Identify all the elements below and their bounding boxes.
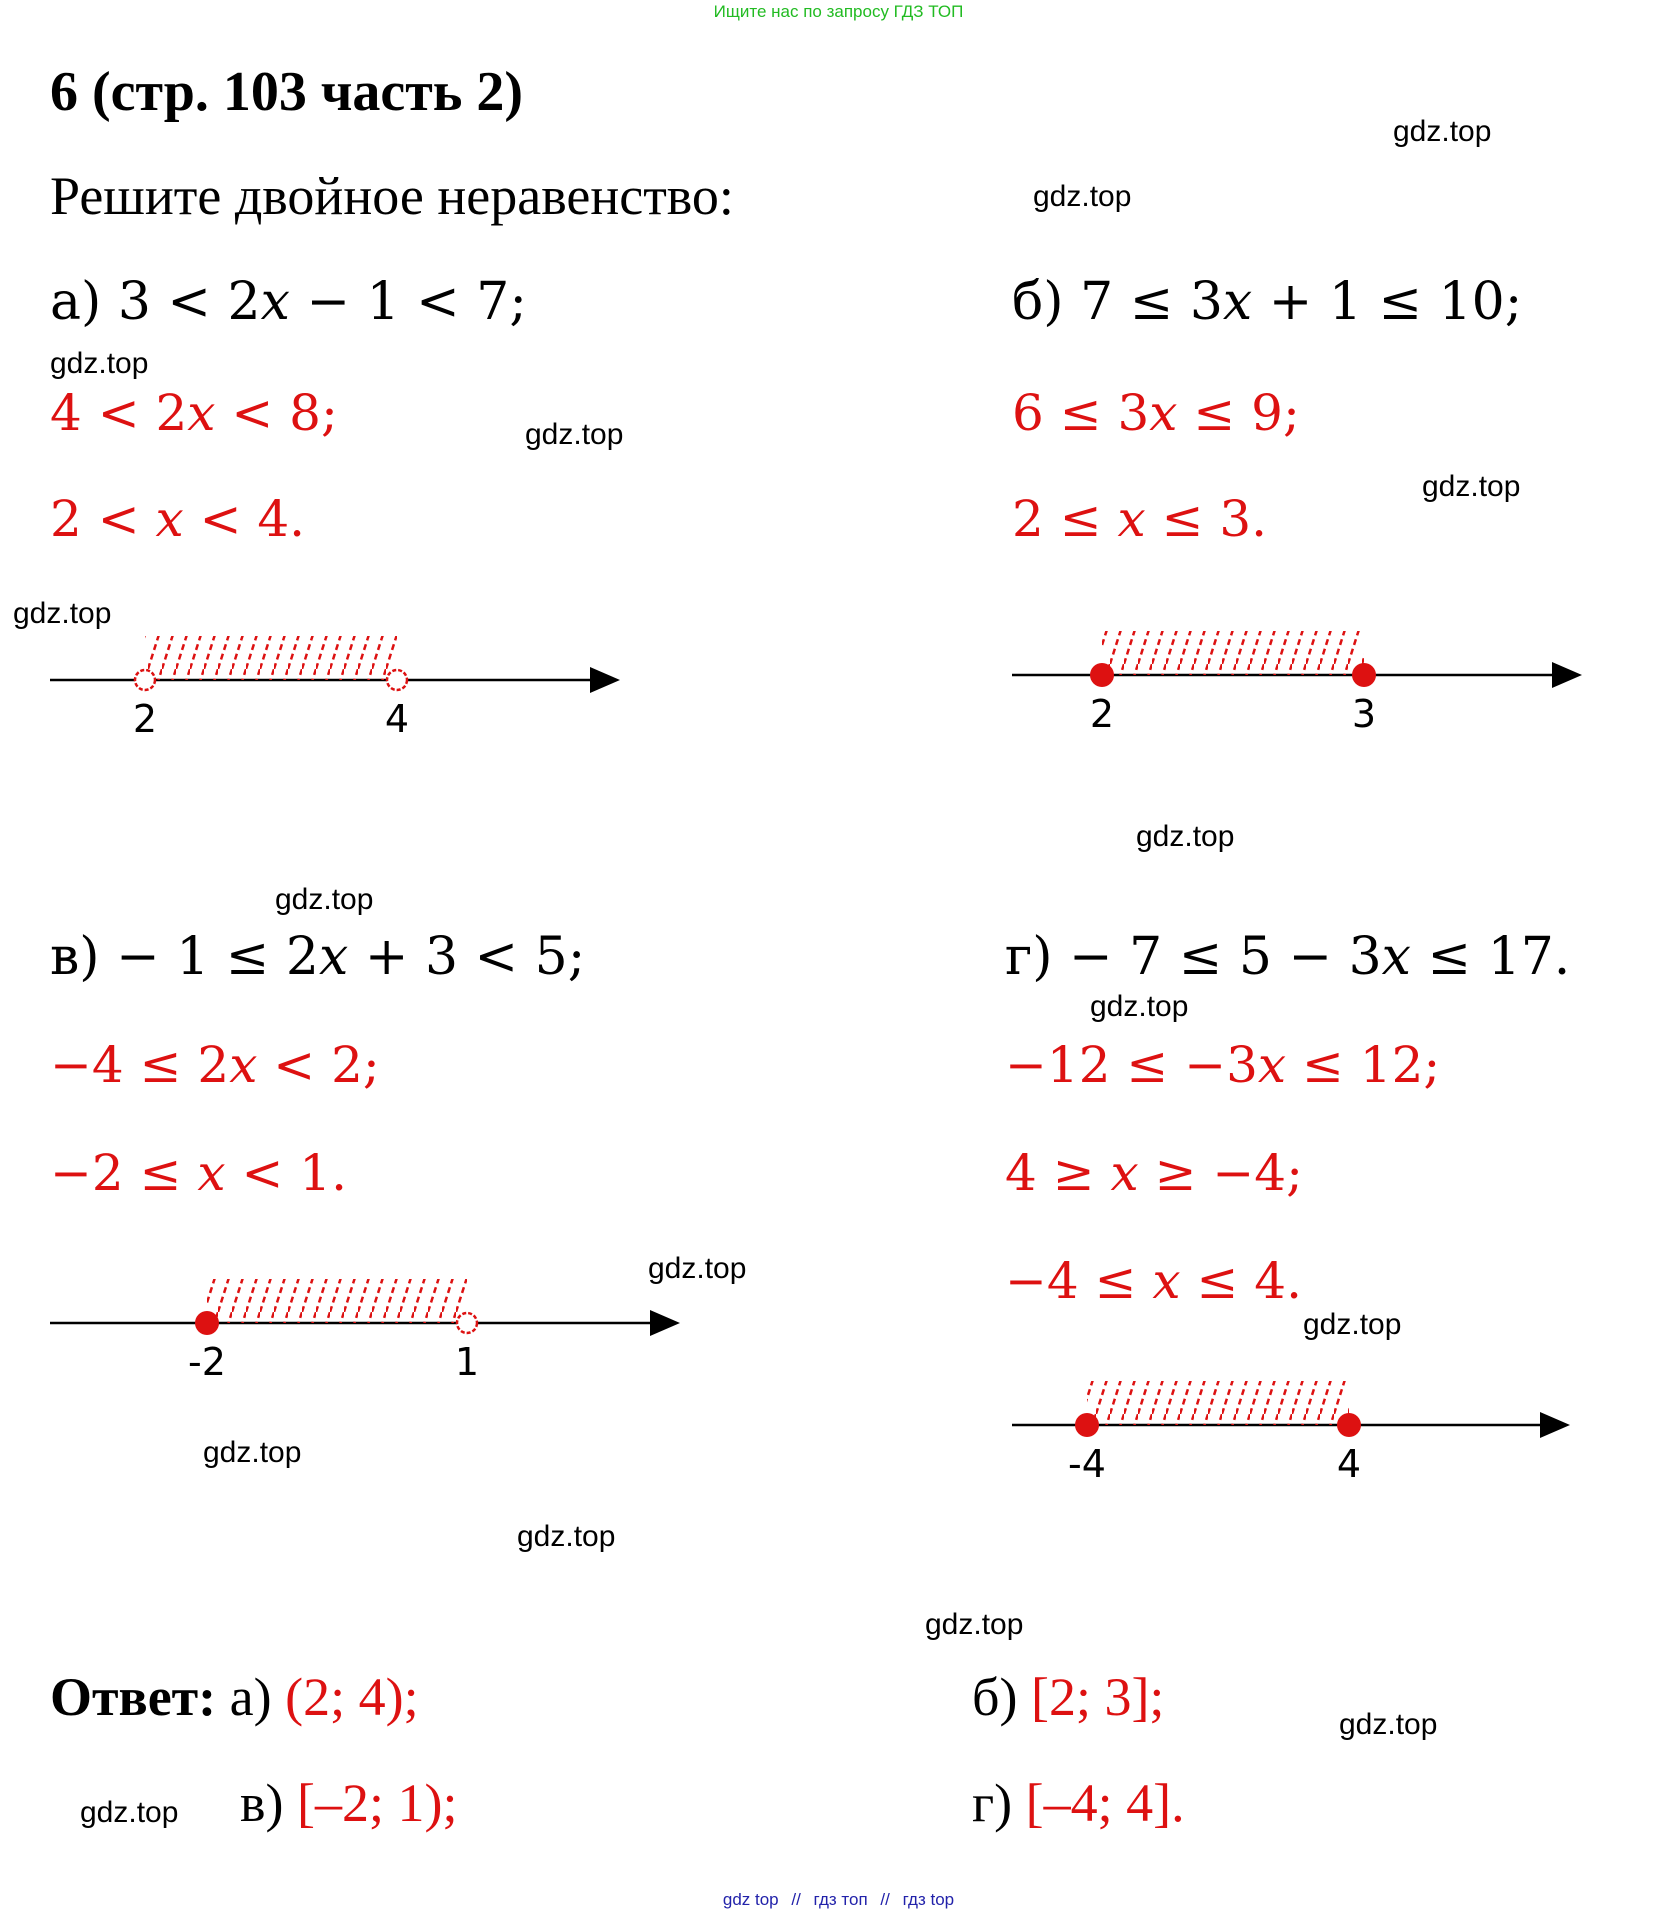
watermark: gdz.top [925, 1608, 1024, 1641]
watermark: gdz.top [275, 883, 374, 916]
exercise-title: 6 (стр. 103 часть 2) [50, 61, 524, 123]
answer-value-d: [–4; 4]. [1025, 1773, 1185, 1833]
axis-arrow-icon [650, 1310, 680, 1336]
problem-a-step-1: 4 < 2𝑥 < 8; [50, 384, 338, 442]
top-banner: Ищите нас по запросу ГДЗ ТОП [713, 2, 964, 21]
watermark: gdz.top [1393, 115, 1492, 148]
axis-arrow-icon [590, 667, 620, 693]
numberline-d [1012, 1370, 1592, 1490]
watermark: gdz.top [1090, 990, 1189, 1023]
problem-d-step-3: −4 ≤ 𝑥 ≤ 4. [1005, 1252, 1302, 1310]
problem-c-task: в) − 1 ≤ 2𝑥 + 3 < 5; [50, 927, 586, 987]
watermark: gdz.top [648, 1252, 747, 1285]
problem-c-step-2: −2 ≤ 𝑥 < 1. [50, 1144, 347, 1202]
footer-separator: // [791, 1890, 801, 1909]
footer-link[interactable]: gdz top [722, 1890, 779, 1909]
footer-links [0, 1890, 1677, 1910]
footer-link[interactable]: гдз top [902, 1890, 955, 1909]
solution-hatch [207, 1279, 467, 1323]
footer-link[interactable]: гдз топ [813, 1890, 868, 1909]
solution-hatch [1087, 1381, 1349, 1425]
solution-hatch [1102, 631, 1364, 675]
watermark: gdz.top [525, 418, 624, 451]
tick-label-right: 4 [384, 697, 410, 741]
tick-label-left: 2 [1089, 692, 1115, 736]
answer-row-1 [50, 1666, 419, 1728]
problem-d-step-1: −12 ≤ −3𝑥 ≤ 12; [1005, 1036, 1441, 1094]
endpoint-left [195, 1311, 219, 1335]
answer-letter-d: г) [972, 1773, 1013, 1833]
answer-value-a: (2; 4); [285, 1667, 419, 1727]
endpoint-left [1075, 1413, 1099, 1437]
answer-d [972, 1772, 1185, 1834]
endpoint-left [135, 670, 155, 690]
problem-a-step-2: 2 < 𝑥 < 4. [50, 490, 306, 548]
problem-a-task: а) 3 < 2𝑥 − 1 < 7; [50, 272, 527, 332]
endpoint-right [1337, 1413, 1361, 1437]
problem-c-step-1: −4 ≤ 2𝑥 < 2; [50, 1036, 380, 1094]
numberline-a [50, 625, 630, 745]
watermark: gdz.top [80, 1796, 179, 1829]
watermark: gdz.top [517, 1520, 616, 1553]
answer-value-c: [–2; 1); [296, 1773, 458, 1833]
tick-label-right: 4 [1336, 1442, 1362, 1486]
tick-label-left: -2 [188, 1340, 226, 1384]
answer-letter-b: б) [972, 1667, 1018, 1727]
tick-label-left: -4 [1068, 1442, 1106, 1486]
answer-b [972, 1666, 1164, 1728]
tick-label-right: 1 [454, 1340, 480, 1384]
problem-b-task: б) 7 ≤ 3𝑥 + 1 ≤ 10; [1012, 272, 1523, 332]
numberline-b [1012, 620, 1592, 740]
problem-d-step-2: 4 ≥ 𝑥 ≥ −4; [1005, 1144, 1303, 1202]
watermark: gdz.top [1339, 1708, 1438, 1741]
watermark: gdz.top [13, 597, 112, 630]
answer-c [240, 1772, 457, 1834]
watermark: gdz.top [50, 347, 149, 380]
endpoint-left [1090, 663, 1114, 687]
problem-b-step-2: 2 ≤ 𝑥 ≤ 3. [1012, 490, 1268, 548]
endpoint-right [1352, 663, 1376, 687]
answer-letter-a: а) [229, 1667, 272, 1727]
endpoint-right [457, 1313, 477, 1333]
watermark: gdz.top [1136, 820, 1235, 853]
watermark: gdz.top [1422, 470, 1521, 503]
axis-arrow-icon [1540, 1412, 1570, 1438]
watermark: gdz.top [203, 1436, 302, 1469]
solution-hatch [145, 636, 397, 680]
endpoint-right [387, 670, 407, 690]
numberline-c [50, 1268, 690, 1388]
problem-b-step-1: 6 ≤ 3𝑥 ≤ 9; [1012, 384, 1300, 442]
problem-d-task: г) − 7 ≤ 5 − 3𝑥 ≤ 17. [1005, 927, 1571, 987]
tick-label-left: 2 [132, 697, 158, 741]
answer-value-b: [2; 3]; [1030, 1667, 1165, 1727]
tick-label-right: 3 [1351, 692, 1377, 736]
watermark: gdz.top [1303, 1308, 1402, 1341]
footer-separator: // [880, 1890, 890, 1909]
axis-arrow-icon [1552, 662, 1582, 688]
instruction-text: Решите двойное неравенство: [50, 166, 734, 226]
answer-heading: Ответ: [50, 1667, 217, 1727]
watermark: gdz.top [1033, 180, 1132, 213]
answer-letter-c: в) [240, 1773, 284, 1833]
